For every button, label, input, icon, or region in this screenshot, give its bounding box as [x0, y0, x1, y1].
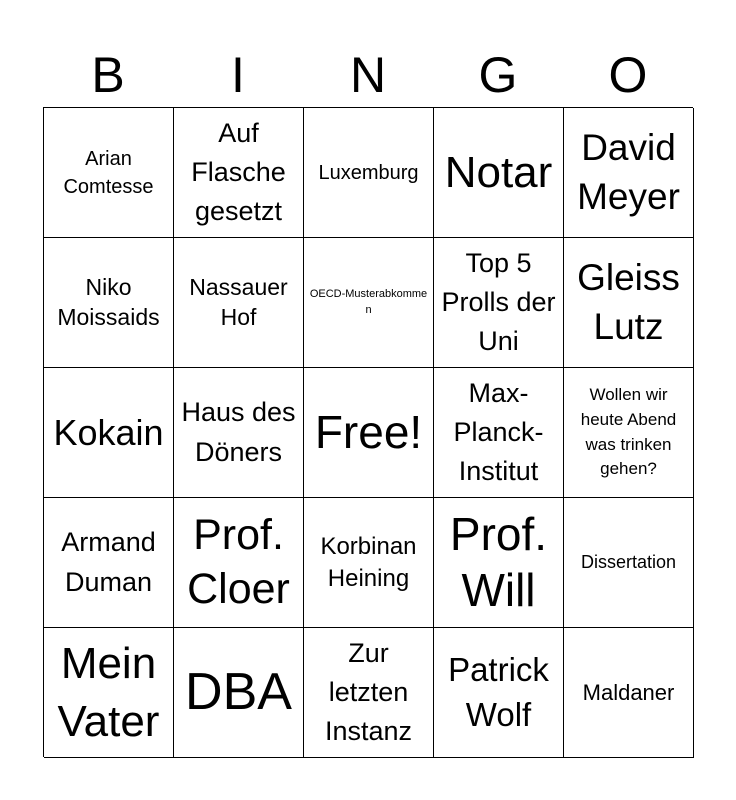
cell-text: Wollen wir heute Abend was trinken gehen?	[580, 385, 677, 479]
bingo-cell[interactable]	[434, 498, 564, 628]
header-letter-i: I	[231, 47, 245, 103]
cell-text: Prof. Cloer	[187, 510, 290, 613]
header-letter-g: G	[478, 47, 518, 103]
bingo-cell[interactable]	[304, 108, 434, 238]
header-letter-n: N	[349, 47, 387, 103]
free-space-label: Free!	[314, 406, 423, 459]
bingo-cell[interactable]	[44, 368, 174, 498]
cell-text: Nassauer Hof	[189, 273, 288, 330]
bingo-cell[interactable]	[174, 628, 304, 758]
bingo-cell[interactable]	[44, 628, 174, 758]
bingo-card-grid	[43, 107, 693, 757]
cell-text: Mein Vater	[57, 639, 160, 746]
bingo-header	[43, 42, 693, 108]
bingo-cell[interactable]	[564, 368, 694, 498]
cell-text: Prof. Will	[449, 508, 548, 616]
bingo-cell[interactable]	[44, 498, 174, 628]
bingo-cell[interactable]	[174, 238, 304, 368]
bingo-cell[interactable]	[44, 238, 174, 368]
bingo-cell[interactable]	[44, 108, 174, 238]
cell-text: Kokain	[53, 411, 164, 453]
cell-text: OECD-Musterabkommen	[309, 288, 428, 316]
bingo-cell[interactable]	[434, 238, 564, 368]
cell-text: Haus des Döners	[181, 397, 296, 467]
bingo-cell[interactable]	[174, 498, 304, 628]
bingo-cell[interactable]	[564, 628, 694, 758]
cell-text: Niko Moissaids	[57, 273, 160, 330]
bingo-cell[interactable]	[304, 238, 434, 368]
bingo-cell[interactable]	[434, 108, 564, 238]
bingo-cell[interactable]	[304, 498, 434, 628]
cell-text: Auf Flasche gesetzt	[191, 117, 286, 227]
bingo-cell[interactable]	[564, 238, 694, 368]
free-space-cell[interactable]	[304, 368, 434, 498]
cell-text: Armand Duman	[61, 527, 156, 597]
cell-text: Patrick Wolf	[448, 650, 549, 733]
cell-text: Notar	[444, 147, 553, 197]
cell-text: Luxemburg	[318, 161, 419, 184]
cell-text: Gleiss Lutz	[577, 257, 680, 347]
cell-text: Maldaner	[582, 679, 675, 705]
cell-text: Arian Comtesse	[63, 147, 154, 198]
bingo-cell[interactable]	[174, 368, 304, 498]
cell-text: DBA	[185, 662, 292, 721]
header-letter-o: O	[608, 47, 648, 103]
cell-text: Korbinan Heining	[320, 533, 417, 592]
cell-text: David Meyer	[577, 127, 680, 217]
bingo-cell[interactable]	[304, 628, 434, 758]
bingo-cell[interactable]	[564, 498, 694, 628]
cell-text: Dissertation	[580, 552, 677, 573]
bingo-cell[interactable]	[434, 628, 564, 758]
bingo-cell[interactable]	[174, 108, 304, 238]
header-letter-b: B	[91, 47, 125, 103]
bingo-cell[interactable]	[564, 108, 694, 238]
cell-text: Top 5 Prolls der Uni	[441, 247, 556, 357]
cell-text: Zur letzten Instanz	[324, 637, 413, 747]
cell-text: Max-Planck-Institut	[453, 377, 544, 487]
bingo-cell[interactable]	[434, 368, 564, 498]
